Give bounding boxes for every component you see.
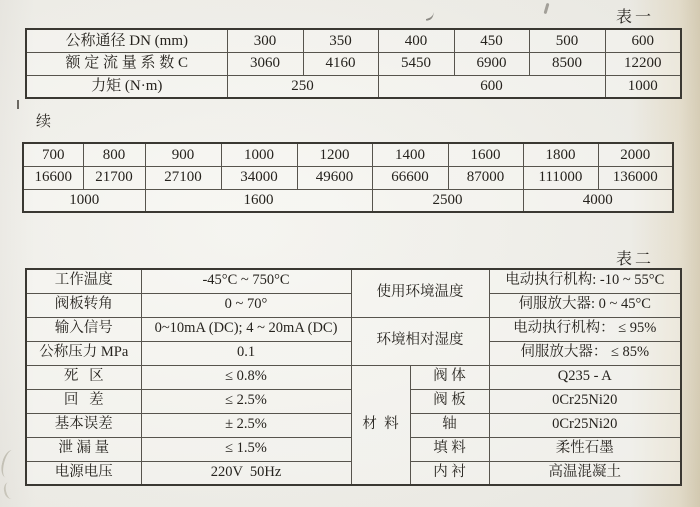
value-cell: 900 bbox=[145, 143, 221, 166]
value-cell: 5450 bbox=[378, 52, 454, 75]
value-cell: 350 bbox=[303, 29, 378, 52]
value-cell: 电动执行机构： ≤ 95% bbox=[489, 317, 681, 341]
row-header-cell: 电源电压 bbox=[26, 461, 141, 485]
row-header-cell: 泄 漏 量 bbox=[26, 437, 141, 461]
value-cell: 34000 bbox=[221, 166, 297, 189]
env-group-cell: 使用环境温度 bbox=[351, 269, 489, 317]
value-cell: 600 bbox=[605, 29, 681, 52]
table-row bbox=[26, 29, 681, 52]
value-cell: ≤ 2.5% bbox=[141, 389, 351, 413]
material-part-cell: 填 料 bbox=[410, 437, 489, 461]
table-row bbox=[23, 166, 673, 189]
row-header-cell: 回 差 bbox=[26, 389, 141, 413]
value-cell: 1600 bbox=[448, 143, 523, 166]
material-part-cell: 阀 板 bbox=[410, 389, 489, 413]
value-cell: 450 bbox=[454, 29, 529, 52]
material-part-cell: 内 衬 bbox=[410, 461, 489, 485]
table-row bbox=[26, 52, 681, 75]
value-cell: 1400 bbox=[372, 143, 448, 166]
material-part-cell: 阀 体 bbox=[410, 365, 489, 389]
value-cell: 250 bbox=[227, 75, 378, 98]
continued-label: 续 bbox=[36, 114, 53, 130]
dn-flow-torque-table-continued bbox=[22, 142, 674, 213]
value-cell: 800 bbox=[83, 143, 145, 166]
value-cell: 4000 bbox=[523, 189, 673, 212]
table-row bbox=[26, 75, 681, 98]
row-header-cell: 力矩 (N·m) bbox=[26, 75, 227, 98]
dn-flow-torque-table bbox=[25, 28, 682, 99]
row-header-cell: 基本误差 bbox=[26, 413, 141, 437]
value-cell: 600 bbox=[378, 75, 605, 98]
pencil-mark bbox=[0, 449, 19, 480]
material-part-cell: 轴 bbox=[410, 413, 489, 437]
value-cell: 2500 bbox=[372, 189, 523, 212]
value-cell: 12200 bbox=[605, 52, 681, 75]
value-cell: 0Cr25Ni20 bbox=[489, 413, 681, 437]
row-header-cell: 输入信号 bbox=[26, 317, 141, 341]
table-row bbox=[26, 317, 681, 341]
value-cell: 49600 bbox=[297, 166, 372, 189]
scan-speck bbox=[544, 3, 550, 14]
value-cell: Q235 - A bbox=[489, 365, 681, 389]
value-cell: 1200 bbox=[297, 143, 372, 166]
pencil-mark bbox=[2, 481, 17, 500]
value-cell: 1000 bbox=[605, 75, 681, 98]
value-cell: 1600 bbox=[145, 189, 372, 212]
table1-caption: 表一 bbox=[616, 9, 655, 26]
row-header-cell: 公称通径 DN (mm) bbox=[26, 29, 227, 52]
value-cell: 136000 bbox=[598, 166, 673, 189]
row-header-cell: 死 区 bbox=[26, 365, 141, 389]
value-cell: 220V 50Hz bbox=[141, 461, 351, 485]
value-cell: 700 bbox=[23, 143, 83, 166]
value-cell: 柔性石墨 bbox=[489, 437, 681, 461]
value-cell: 1000 bbox=[221, 143, 297, 166]
table-row bbox=[23, 189, 673, 212]
row-header-cell: 阀板转角 bbox=[26, 293, 141, 317]
value-cell: 3060 bbox=[227, 52, 303, 75]
value-cell: 500 bbox=[529, 29, 605, 52]
table-row bbox=[23, 143, 673, 166]
value-cell: 6900 bbox=[454, 52, 529, 75]
value-cell: 66600 bbox=[372, 166, 448, 189]
value-cell: 87000 bbox=[448, 166, 523, 189]
row-header-cell: 公称压力 MPa bbox=[26, 341, 141, 365]
scan-speck bbox=[424, 10, 435, 21]
value-cell: ± 2.5% bbox=[141, 413, 351, 437]
value-cell: 伺服放大器: 0 ~ 45°C bbox=[489, 293, 681, 317]
value-cell: 300 bbox=[227, 29, 303, 52]
value-cell: ≤ 1.5% bbox=[141, 437, 351, 461]
value-cell: -45°C ~ 750°C bbox=[141, 269, 351, 293]
value-cell: 1000 bbox=[23, 189, 145, 212]
value-cell: 0Cr25Ni20 bbox=[489, 389, 681, 413]
row-header-cell: 工作温度 bbox=[26, 269, 141, 293]
value-cell: 0~10mA (DC); 4 ~ 20mA (DC) bbox=[141, 317, 351, 341]
table-row bbox=[26, 365, 681, 389]
row-header-cell: 额 定 流 量 系 数 C bbox=[26, 52, 227, 75]
technical-specs-table bbox=[25, 268, 682, 486]
value-cell: 21700 bbox=[83, 166, 145, 189]
value-cell: 4160 bbox=[303, 52, 378, 75]
value-cell: 1800 bbox=[523, 143, 598, 166]
value-cell: 0.1 bbox=[141, 341, 351, 365]
value-cell: 电动执行机构: -10 ~ 55°C bbox=[489, 269, 681, 293]
scan-artifact-line bbox=[17, 100, 19, 109]
value-cell: 111000 bbox=[523, 166, 598, 189]
table-row bbox=[26, 269, 681, 293]
material-group-cell: 材 料 bbox=[351, 365, 410, 485]
table2-caption: 表二 bbox=[616, 251, 655, 268]
value-cell: 27100 bbox=[145, 166, 221, 189]
value-cell: 8500 bbox=[529, 52, 605, 75]
value-cell: ≤ 0.8% bbox=[141, 365, 351, 389]
value-cell: 2000 bbox=[598, 143, 673, 166]
value-cell: 高温混凝土 bbox=[489, 461, 681, 485]
value-cell: 16600 bbox=[23, 166, 83, 189]
value-cell: 400 bbox=[378, 29, 454, 52]
value-cell: 伺服放大器： ≤ 85% bbox=[489, 341, 681, 365]
env-group-cell: 环境相对湿度 bbox=[351, 317, 489, 365]
value-cell: 0 ~ 70° bbox=[141, 293, 351, 317]
